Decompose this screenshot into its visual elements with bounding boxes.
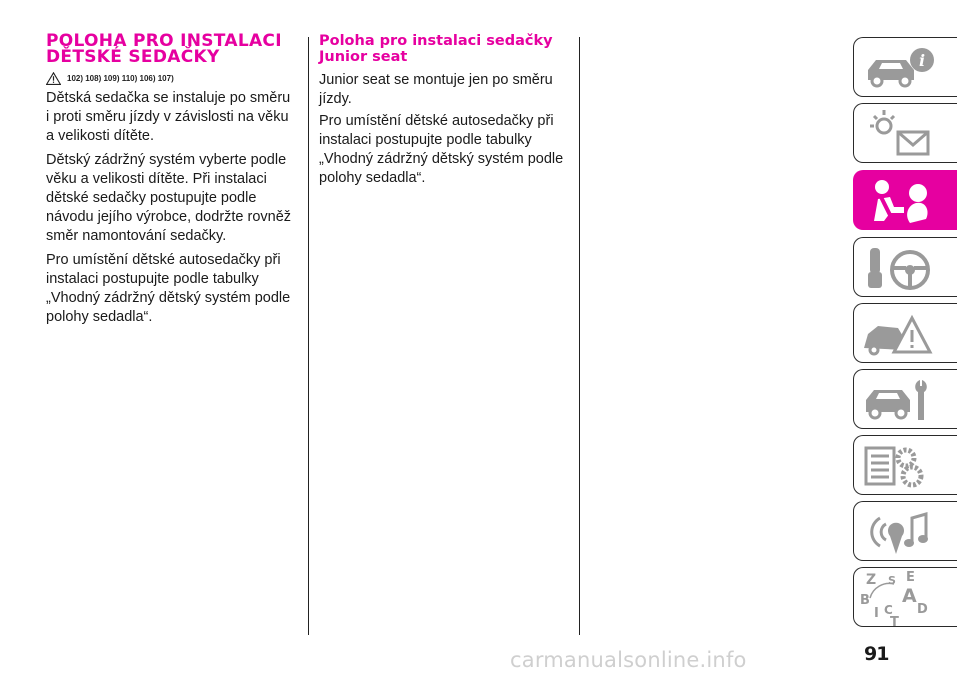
paragraph: Pro umístění dětské autosedačky při instalaci postupujte podle tabulky „Vhodný zádržný dětský systém podle polohy sedadla“. — [319, 113, 564, 186]
section-title-line2: DĚTSKÉ SEDAČKY — [46, 47, 220, 67]
column-divider — [579, 37, 580, 635]
second-column — [319, 33, 567, 188]
airbag-seatbelt-icon — [854, 171, 957, 230]
svg-text:E: E — [906, 570, 915, 585]
tab-multimedia[interactable] — [853, 501, 957, 561]
paragraph: Dětský zádržný systém vyberte podle věku a velikosti dítěte. Při instalaci dětské sedačky postupujte podle návodu jejího výrobce, dodržte rovněž směr namontování sedačky. — [46, 152, 292, 244]
car-info-icon — [854, 38, 957, 97]
specs-gears-icon — [854, 436, 957, 495]
tab-safety[interactable] — [853, 170, 957, 230]
tab-car-info[interactable] — [853, 37, 957, 97]
multimedia-icon — [854, 502, 957, 561]
paragraph: Pro umístění dětské autosedačky při instalaci postupujte podle tabulky „Vhodný zádržný dětský systém podle polohy sedadla“. — [46, 252, 291, 325]
alphabet-index-icon — [854, 568, 957, 627]
svg-text:S: S — [888, 574, 896, 587]
car-accident-icon — [854, 304, 957, 363]
tab-warning-lights[interactable] — [853, 103, 957, 163]
page-number: 91 — [864, 643, 889, 665]
tab-technical-data[interactable] — [853, 435, 957, 495]
subsection-title-line2: Junior seat — [319, 49, 408, 65]
car-wrench-icon — [854, 370, 957, 429]
svg-text:Z: Z — [866, 572, 877, 588]
svg-text:i: i — [918, 51, 926, 70]
warning-lights-mail-icon — [854, 104, 957, 163]
svg-text:C: C — [884, 603, 893, 617]
main-column — [46, 33, 294, 327]
svg-text:B: B — [860, 593, 870, 608]
svg-text:T: T — [890, 615, 899, 628]
tab-starting-driving[interactable] — [853, 237, 957, 297]
tab-emergency[interactable] — [853, 303, 957, 363]
warning-refs-text: 102) 108) 109) 110) 106) 107) — [67, 73, 174, 83]
tab-index[interactable] — [853, 567, 957, 627]
paragraph: Dětská sedačka se instaluje po směru i proti směru jízdy v závislosti na věku a velikosti dítěte. — [46, 90, 291, 144]
warning-triangle-icon — [46, 72, 61, 85]
svg-text:A: A — [902, 585, 917, 607]
warning-references — [46, 70, 294, 86]
section-title-line1: POLOHA PRO INSTALACI — [46, 31, 282, 51]
column-divider — [308, 37, 309, 635]
paragraph: Junior seat se montuje jen po směru jízdy. — [319, 72, 553, 107]
subsection-title — [319, 33, 567, 65]
watermark: carmanualsonline.info — [510, 648, 747, 672]
subsection-title-line1: Poloha pro instalaci sedačky — [319, 33, 553, 49]
svg-text:D: D — [917, 602, 928, 617]
section-title — [46, 33, 294, 65]
key-steering-wheel-icon — [854, 238, 957, 297]
svg-text:I: I — [874, 606, 879, 621]
tab-maintenance[interactable] — [853, 369, 957, 429]
